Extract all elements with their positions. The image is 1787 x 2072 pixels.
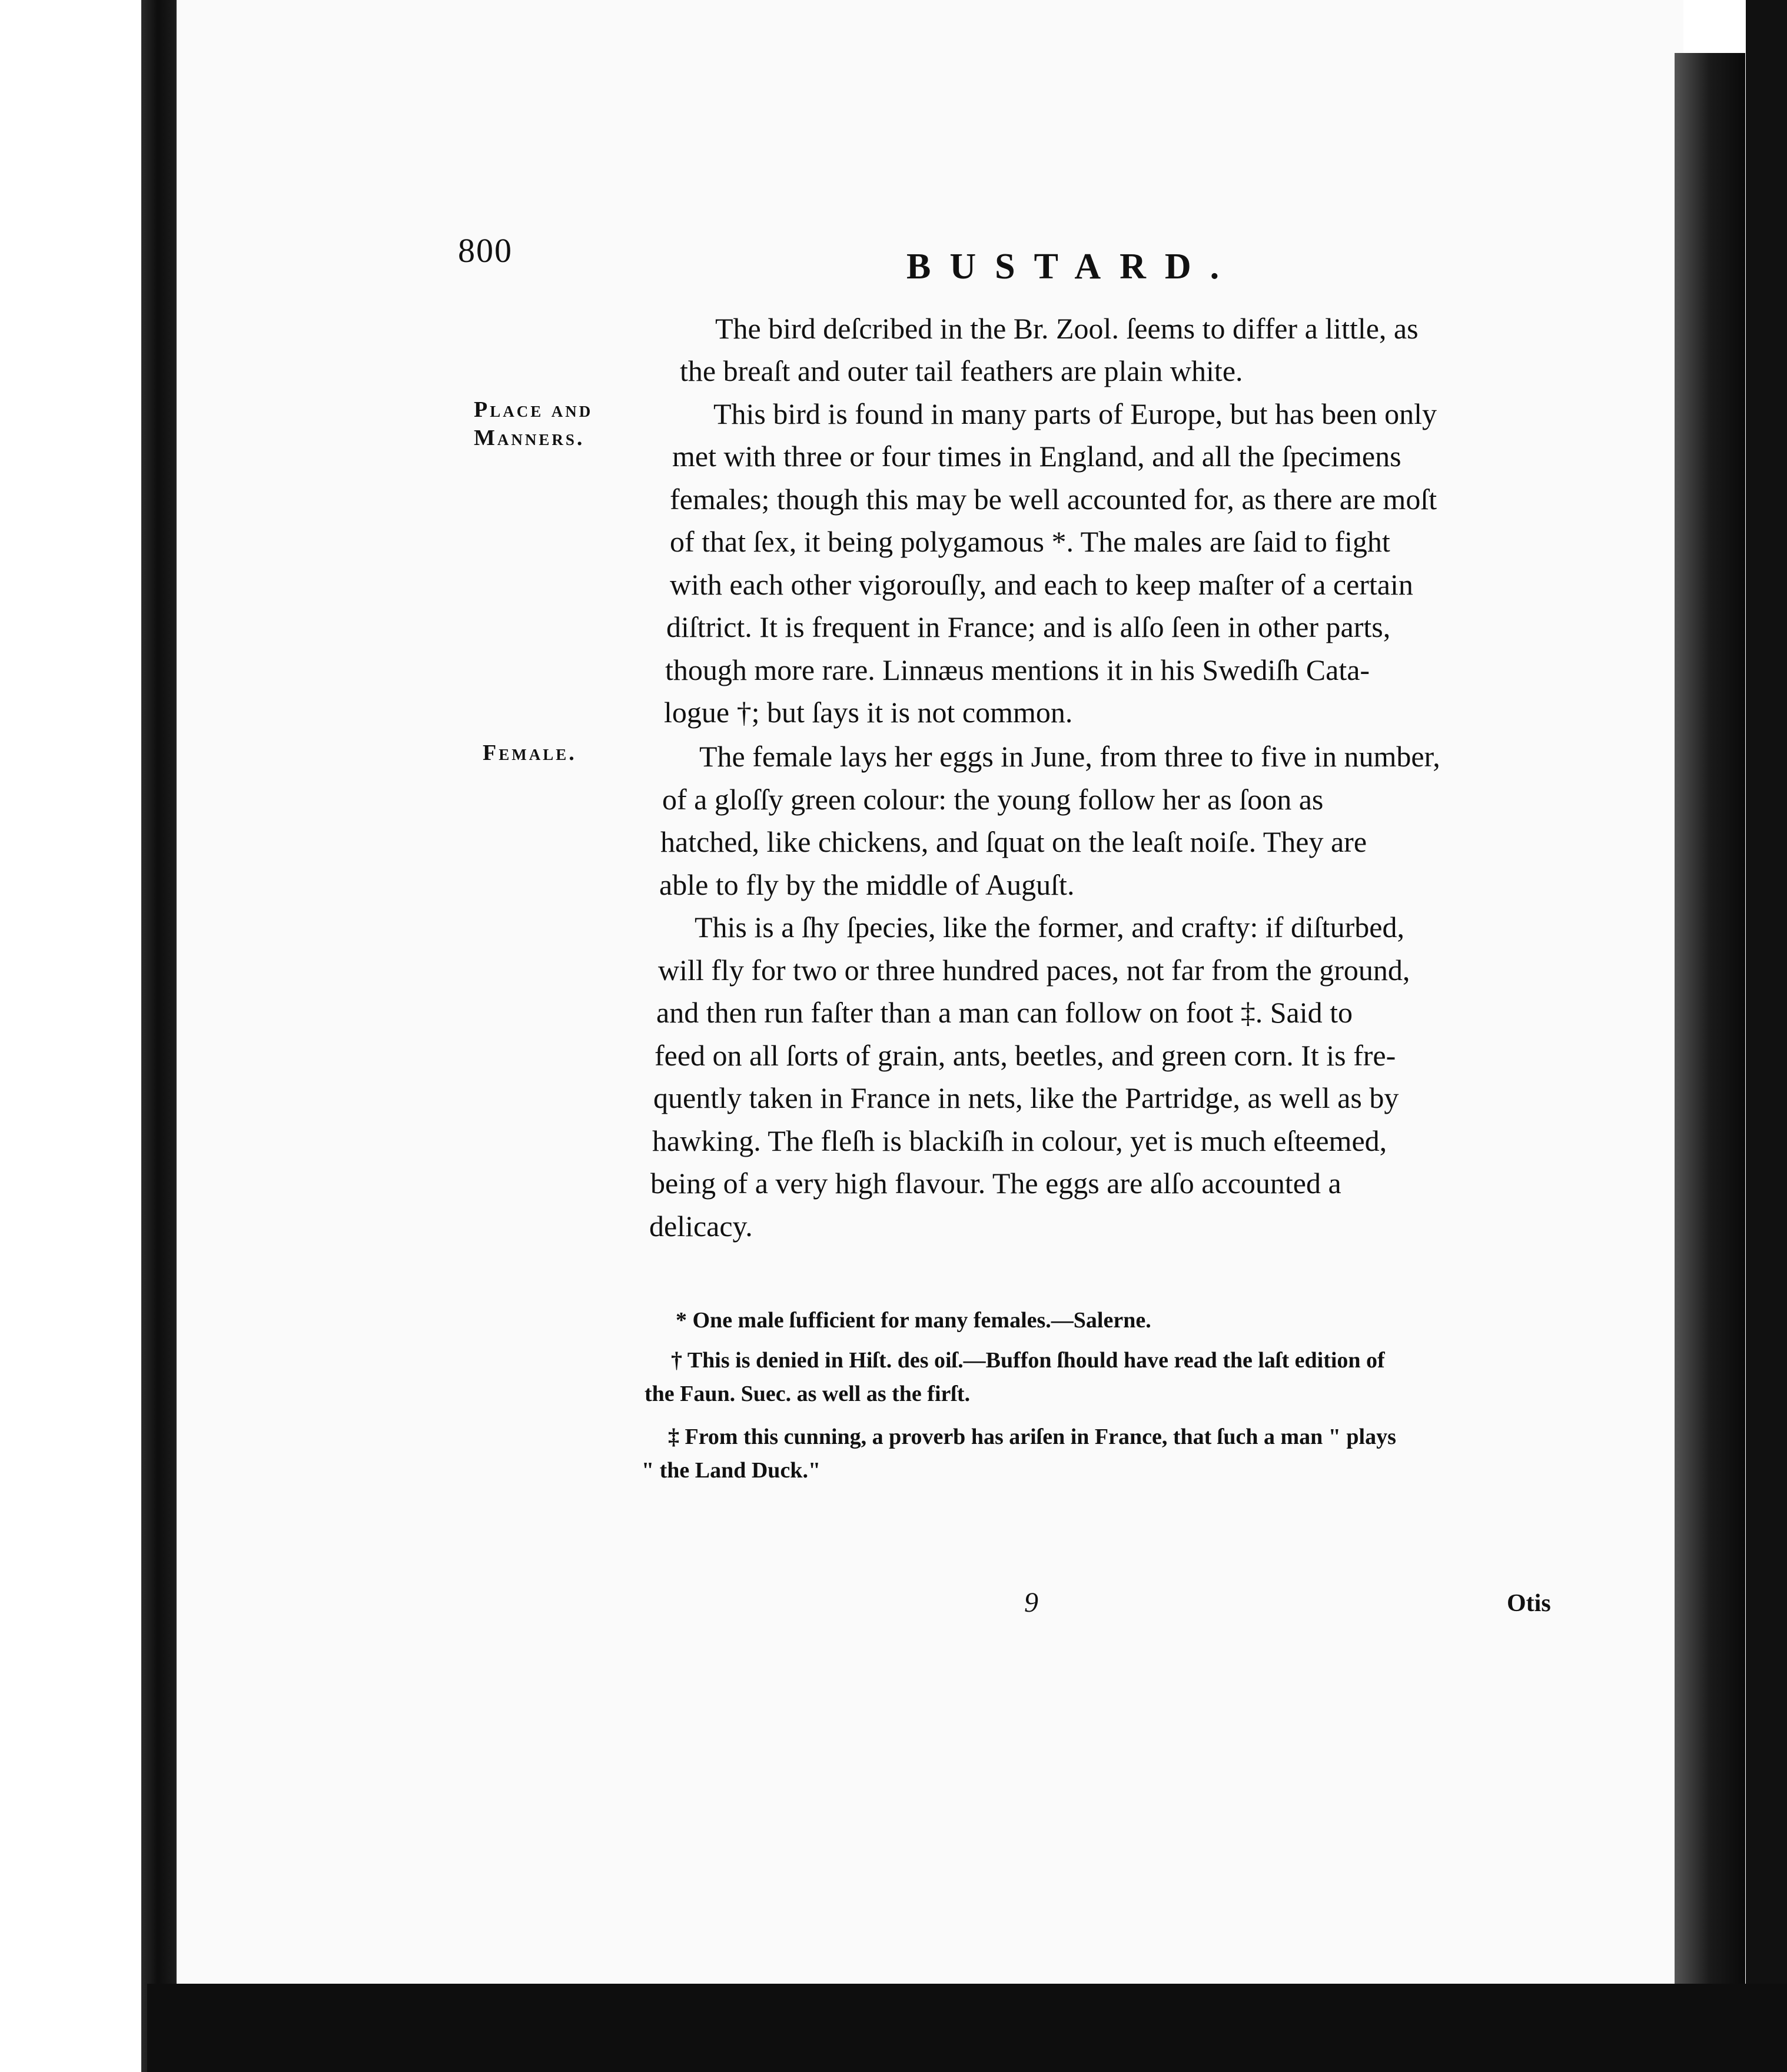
- body-line: met with three or four times in England, and all the ſpecimens: [672, 440, 1401, 473]
- side-note-line: Manners.: [474, 426, 585, 450]
- footnote: the Faun. Suec. as well as the firſt.: [645, 1382, 971, 1406]
- scan-border-right: [1746, 0, 1787, 2072]
- scan-border-bottom: [147, 1984, 1787, 2072]
- body-line: This is a ſhy ſpecies, like the former, and crafty: if diſturbed,: [695, 911, 1404, 944]
- body-line: hawking. The fleſh is blackiſh in colour, yet is much eſteemed,: [652, 1124, 1387, 1157]
- page-number: 800: [458, 231, 513, 270]
- body-line: with each other vigorouſly, and each to keep maſter of a certain: [670, 568, 1413, 601]
- body-line: The bird deſcribed in the Br. Zool. ſeems to differ a little, as: [715, 312, 1419, 345]
- side-note-place-and-manners: [474, 396, 593, 452]
- footnote: * One male ſufficient for many females.—Salerne.: [676, 1308, 1151, 1333]
- page-edge-right: [1675, 53, 1745, 2013]
- body-line: being of a very high flavour. The eggs are alſo accounted a: [650, 1167, 1341, 1200]
- signature-mark: 9: [1024, 1587, 1038, 1618]
- side-note-line: Place and: [474, 397, 593, 422]
- running-head: BUSTARD.: [906, 247, 1238, 287]
- footnote: " the Land Duck.": [642, 1458, 821, 1483]
- body-line: and then run faſter than a man can follow on foot ‡. Said to: [656, 996, 1353, 1029]
- body-line: logue †; but ſays it is not common.: [664, 696, 1073, 729]
- body-line: the breaſt and outer tail feathers are plain white.: [680, 354, 1243, 387]
- side-note-female: Female.: [483, 741, 577, 765]
- body-line: feed on all ſorts of grain, ants, beetles, and green corn. It is fre-: [655, 1039, 1396, 1072]
- body-line: diſtrict. It is frequent in France; and is alſo ſeen in other parts,: [666, 610, 1391, 643]
- body-line: This bird is found in many parts of Europe, but has been only: [713, 397, 1437, 430]
- body-line: quently taken in France in nets, like the Partridge, as well as by: [653, 1081, 1399, 1114]
- body-line: of that ſex, it being polygamous *. The males are ſaid to fight: [670, 525, 1390, 558]
- body-line: will fly for two or three hundred paces, not far from the ground,: [658, 954, 1410, 987]
- catchword: Otis: [1507, 1590, 1551, 1617]
- background-left: [0, 0, 147, 2072]
- body-line: females; though this may be well accounted for, as there are moſt: [670, 483, 1437, 516]
- footnote: † This is denied in Hiſt. des oiſ.—Buffon ſhould have read the laſt edition of: [671, 1348, 1385, 1373]
- body-line: though more rare. Linnæus mentions it in his Swediſh Cata-: [665, 653, 1370, 686]
- body-line: able to fly by the middle of Auguſt.: [659, 868, 1075, 901]
- body-line: hatched, like chickens, and ſquat on the leaſt noiſe. They are: [660, 825, 1367, 858]
- footnote: ‡ From this cunning, a proverb has ariſen in France, that ſuch a man " plays: [668, 1424, 1396, 1449]
- body-line: delicacy.: [649, 1210, 753, 1243]
- body-line: of a gloſſy green colour: the young follow her as ſoon as: [662, 783, 1324, 816]
- body-line: The female lays her eggs in June, from three to five in number,: [699, 740, 1440, 773]
